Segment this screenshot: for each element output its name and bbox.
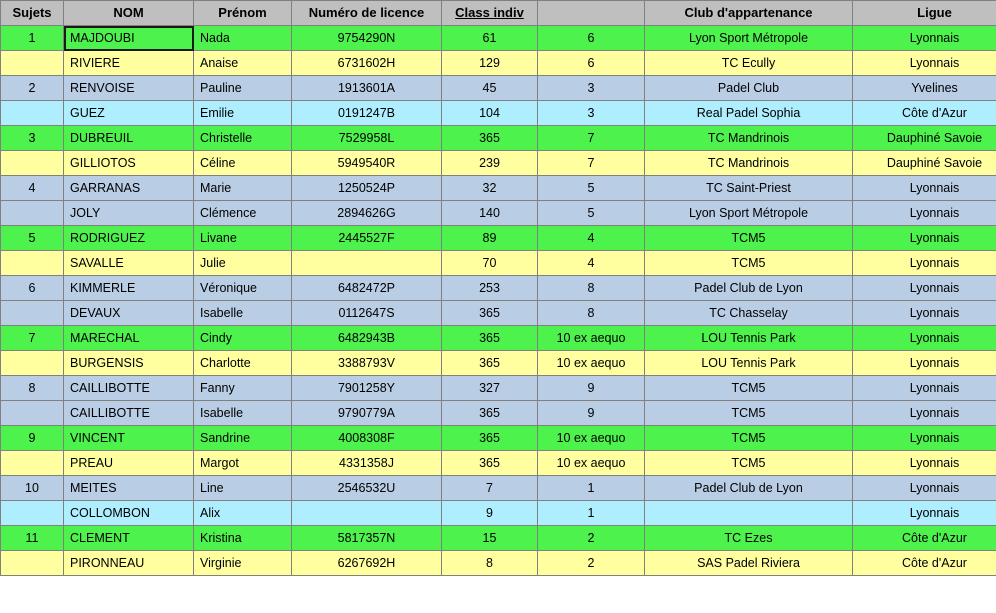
cell-nom[interactable]: PREAU [64,451,194,476]
table-row [1,301,996,326]
cell-nom[interactable]: CAILLIBOTTE [64,401,194,426]
cell-sujets[interactable]: 3 [1,126,64,151]
cell-class[interactable]: 365 [442,126,538,151]
cell-licence[interactable]: 0112647S [292,301,442,326]
cell-sujets[interactable]: 1 [1,26,64,51]
table-row [1,351,996,376]
cell-prenom[interactable]: Margot [194,451,292,476]
cell-ligue[interactable]: Lyonnais [853,301,996,326]
table-body [1,26,996,576]
table-row [1,426,996,451]
cell-ligue[interactable]: Lyonnais [853,326,996,351]
cell-class[interactable]: 104 [442,101,538,126]
cell-licence[interactable]: 6267692H [292,551,442,576]
cell-rang[interactable]: 6 [538,26,645,51]
table-row [1,126,996,151]
cell-prenom[interactable]: Clémence [194,201,292,226]
cell-ligue[interactable]: Lyonnais [853,201,996,226]
cell-ligue[interactable]: Lyonnais [853,376,996,401]
cell-sujets[interactable]: 4 [1,176,64,201]
cell-prenom[interactable]: Christelle [194,126,292,151]
cell-licence[interactable]: 6482472P [292,276,442,301]
cell-sujets[interactable] [1,351,64,376]
cell-sujets[interactable] [1,51,64,76]
cell-nom[interactable]: GUEZ [64,101,194,126]
cell-club[interactable]: TCM5 [645,376,853,401]
cell-nom[interactable]: SAVALLE [64,251,194,276]
table-row [1,226,996,251]
cell-prenom[interactable]: Marie [194,176,292,201]
cell-club[interactable]: Padel Club [645,76,853,101]
cell-rang[interactable]: 7 [538,126,645,151]
cell-licence[interactable] [292,251,442,276]
cell-rang[interactable]: 10 ex aequo [538,351,645,376]
table-row [1,26,996,51]
cell-nom[interactable]: MEITES [64,476,194,501]
cell-club[interactable]: TCM5 [645,401,853,426]
cell-class[interactable]: 9 [442,501,538,526]
cell-licence[interactable]: 9790779A [292,401,442,426]
cell-club[interactable]: TCM5 [645,451,853,476]
cell-rang[interactable]: 8 [538,276,645,301]
cell-club[interactable]: TC Saint-Priest [645,176,853,201]
cell-prenom[interactable]: Isabelle [194,401,292,426]
cell-club[interactable]: TCM5 [645,251,853,276]
cell-sujets[interactable]: 8 [1,376,64,401]
cell-prenom[interactable]: Isabelle [194,301,292,326]
cell-ligue[interactable]: Côte d'Azur [853,101,996,126]
cell-sujets[interactable]: 6 [1,276,64,301]
cell-rang[interactable]: 2 [538,551,645,576]
column-header-ligue[interactable]: Ligue [853,1,996,26]
cell-ligue[interactable]: Lyonnais [853,426,996,451]
cell-prenom[interactable]: Céline [194,151,292,176]
cell-rang[interactable]: 6 [538,51,645,76]
cell-prenom[interactable]: Alix [194,501,292,526]
cell-prenom[interactable]: Virginie [194,551,292,576]
cell-class[interactable]: 129 [442,51,538,76]
cell-sujets[interactable] [1,401,64,426]
cell-ligue[interactable]: Lyonnais [853,276,996,301]
cell-club[interactable]: LOU Tennis Park [645,326,853,351]
cell-prenom[interactable]: Nada [194,26,292,51]
column-header-sujets[interactable]: Sujets [1,1,64,26]
cell-nom[interactable]: DEVAUX [64,301,194,326]
table-row [1,476,996,501]
cell-prenom[interactable]: Kristina [194,526,292,551]
cell-prenom[interactable]: Julie [194,251,292,276]
cell-club[interactable]: TC Ecully [645,51,853,76]
column-header-club[interactable]: Club d'appartenance [645,1,853,26]
cell-licence[interactable]: 1913601A [292,76,442,101]
cell-class[interactable]: 239 [442,151,538,176]
cell-class[interactable]: 253 [442,276,538,301]
cell-ligue[interactable]: Lyonnais [853,26,996,51]
cell-sujets[interactable] [1,501,64,526]
column-header-rang[interactable] [538,1,645,26]
cell-class[interactable]: 365 [442,426,538,451]
cell-class[interactable]: 365 [442,351,538,376]
cell-ligue[interactable]: Dauphiné Savoie [853,126,996,151]
table-row [1,276,996,301]
cell-class[interactable]: 7 [442,476,538,501]
cell-ligue[interactable]: Dauphiné Savoie [853,151,996,176]
cell-class[interactable]: 365 [442,301,538,326]
cell-nom[interactable]: JOLY [64,201,194,226]
cell-class[interactable]: 32 [442,176,538,201]
table-row [1,551,996,576]
cell-club[interactable]: TCM5 [645,426,853,451]
column-header-class-indiv[interactable]: Class indiv [442,1,538,26]
cell-rang[interactable]: 1 [538,501,645,526]
cell-prenom[interactable]: Line [194,476,292,501]
cell-nom[interactable]: RENVOISE [64,76,194,101]
cell-nom[interactable]: RODRIGUEZ [64,226,194,251]
cell-ligue[interactable]: Côte d'Azur [853,526,996,551]
cell-prenom[interactable]: Charlotte [194,351,292,376]
cell-nom[interactable]: MARECHAL [64,326,194,351]
cell-ligue[interactable]: Côte d'Azur [853,551,996,576]
cell-ligue[interactable]: Lyonnais [853,351,996,376]
cell-nom[interactable]: RIVIERE [64,51,194,76]
cell-sujets[interactable] [1,101,64,126]
cell-prenom[interactable]: Anaise [194,51,292,76]
table-row [1,526,996,551]
cell-sujets[interactable] [1,251,64,276]
cell-club[interactable]: Lyon Sport Métropole [645,26,853,51]
cell-licence[interactable]: 4008308F [292,426,442,451]
table-row [1,51,996,76]
cell-sujets[interactable] [1,201,64,226]
table-row [1,176,996,201]
table-row [1,251,996,276]
cell-prenom[interactable]: Sandrine [194,426,292,451]
cell-class[interactable]: 140 [442,201,538,226]
cell-club[interactable]: SAS Padel Riviera [645,551,853,576]
cell-class[interactable]: 89 [442,226,538,251]
table-row [1,401,996,426]
cell-nom[interactable]: VINCENT [64,426,194,451]
cell-ligue[interactable]: Lyonnais [853,476,996,501]
column-header-nom[interactable]: NOM [64,1,194,26]
table-row [1,326,996,351]
cell-ligue[interactable]: Lyonnais [853,226,996,251]
cell-sujets[interactable] [1,451,64,476]
cell-rang[interactable]: 10 ex aequo [538,326,645,351]
cell-club[interactable]: TC Ezes [645,526,853,551]
table-row [1,76,996,101]
cell-licence[interactable]: 9754290N [292,26,442,51]
table-header-row [1,1,996,26]
cell-sujets[interactable] [1,301,64,326]
cell-class[interactable]: 15 [442,526,538,551]
cell-rang[interactable]: 1 [538,476,645,501]
cell-licence[interactable]: 6731602H [292,51,442,76]
cell-club[interactable]: LOU Tennis Park [645,351,853,376]
cell-sujets[interactable] [1,551,64,576]
cell-prenom[interactable]: Véronique [194,276,292,301]
cell-rang[interactable]: 10 ex aequo [538,426,645,451]
cell-rang[interactable]: 8 [538,301,645,326]
cell-club[interactable]: TC Chasselay [645,301,853,326]
cell-licence[interactable]: 7901258Y [292,376,442,401]
cell-prenom[interactable]: Pauline [194,76,292,101]
cell-licence[interactable]: 6482943B [292,326,442,351]
cell-ligue[interactable]: Yvelines [853,76,996,101]
cell-class[interactable]: 45 [442,76,538,101]
cell-class[interactable]: 365 [442,326,538,351]
cell-sujets[interactable]: 2 [1,76,64,101]
cell-rang[interactable]: 4 [538,251,645,276]
cell-licence[interactable]: 2445527F [292,226,442,251]
cell-nom[interactable]: DUBREUIL [64,126,194,151]
cell-licence[interactable]: 5817357N [292,526,442,551]
cell-ligue[interactable]: Lyonnais [853,401,996,426]
cell-licence[interactable]: 4331358J [292,451,442,476]
table-row [1,501,996,526]
cell-prenom[interactable]: Fanny [194,376,292,401]
cell-club[interactable] [645,501,853,526]
cell-ligue[interactable]: Lyonnais [853,176,996,201]
cell-nom[interactable]: CLEMENT [64,526,194,551]
table-row [1,451,996,476]
cell-nom[interactable]: CAILLIBOTTE [64,376,194,401]
cell-ligue[interactable]: Lyonnais [853,251,996,276]
cell-club[interactable]: Lyon Sport Métropole [645,201,853,226]
table-row [1,376,996,401]
cell-rang[interactable]: 2 [538,526,645,551]
cell-licence[interactable] [292,501,442,526]
cell-licence[interactable]: 0191247B [292,101,442,126]
cell-nom[interactable]: PIRONNEAU [64,551,194,576]
cell-sujets[interactable]: 11 [1,526,64,551]
cell-nom[interactable]: GARRANAS [64,176,194,201]
cell-licence[interactable]: 1250524P [292,176,442,201]
cell-ligue[interactable]: Lyonnais [853,501,996,526]
cell-rang[interactable]: 9 [538,376,645,401]
column-header-prenom[interactable]: Prénom [194,1,292,26]
cell-ligue[interactable]: Lyonnais [853,51,996,76]
cell-club[interactable]: Padel Club de Lyon [645,276,853,301]
cell-sujets[interactable]: 7 [1,326,64,351]
cell-club[interactable]: TC Mandrinois [645,126,853,151]
cell-rang[interactable]: 3 [538,76,645,101]
cell-sujets[interactable]: 9 [1,426,64,451]
cell-rang[interactable]: 4 [538,226,645,251]
cell-class[interactable]: 365 [442,401,538,426]
column-header-licence[interactable]: Numéro de licence [292,1,442,26]
cell-prenom[interactable]: Emilie [194,101,292,126]
cell-club[interactable]: Padel Club de Lyon [645,476,853,501]
cell-licence[interactable]: 2894626G [292,201,442,226]
cell-rang[interactable]: 3 [538,101,645,126]
cell-prenom[interactable]: Cindy [194,326,292,351]
cell-rang[interactable]: 5 [538,201,645,226]
cell-class[interactable]: 327 [442,376,538,401]
cell-club[interactable]: TCM5 [645,226,853,251]
cell-licence[interactable]: 7529958L [292,126,442,151]
cell-ligue[interactable]: Lyonnais [853,451,996,476]
cell-class[interactable]: 61 [442,26,538,51]
cell-sujets[interactable]: 5 [1,226,64,251]
cell-licence[interactable]: 3388793V [292,351,442,376]
cell-class[interactable]: 70 [442,251,538,276]
cell-nom[interactable]: KIMMERLE [64,276,194,301]
cell-licence[interactable]: 5949540R [292,151,442,176]
cell-nom[interactable]: COLLOMBON [64,501,194,526]
cell-sujets[interactable]: 10 [1,476,64,501]
table-row [1,201,996,226]
cell-prenom[interactable]: Livane [194,226,292,251]
cell-club[interactable]: TC Mandrinois [645,151,853,176]
cell-rang[interactable]: 5 [538,176,645,201]
cell-nom[interactable]: GILLIOTOS [64,151,194,176]
cell-licence[interactable]: 2546532U [292,476,442,501]
cell-class[interactable]: 365 [442,451,538,476]
cell-club[interactable]: Real Padel Sophia [645,101,853,126]
cell-nom[interactable]: BURGENSIS [64,351,194,376]
cell-rang[interactable]: 7 [538,151,645,176]
table-row [1,101,996,126]
table-row [1,151,996,176]
cell-rang[interactable]: 10 ex aequo [538,451,645,476]
cell-sujets[interactable] [1,151,64,176]
cell-rang[interactable]: 9 [538,401,645,426]
cell-class[interactable]: 8 [442,551,538,576]
cell-nom[interactable]: MAJDOUBI [64,26,194,51]
